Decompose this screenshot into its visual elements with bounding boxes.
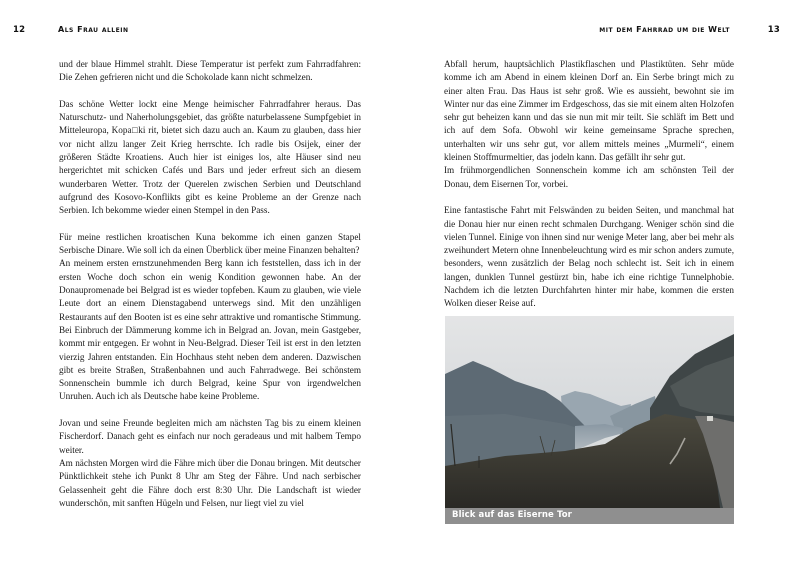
paragraph: Das schöne Wetter lockt eine Menge heimischer Fahrradfahrer heraus. Das Naturschutz- und Naherholungsgebiet, das größte naturbelassene Sumpfgebiet in Mitteleuropa, Kopa□ki rit, bietet sich dazu auch an. Kaum zu glauben, dass hier vor nicht allzu langer Zeit Krieg herrschte. Ich radle bis Osijek, einer der größeren Städte Kroatiens. Auch hier ist einiges los, alte Häuser sind neu hergerichtet mit schicken Cafés und Bars und jeder erfreut sich an diesem wunderbaren Wetter. Trotz der Querelen zwischen Serbien und Deutschland aufgrund des Kosovo-Konflikts gibt es keine Probleme an der Grenze nach Serbien. Ich bekomme wieder einen Stempel in den Pass. <box>59 98 361 216</box>
running-head: mit dem Fahrrad um die Welt <box>599 25 730 34</box>
paragraph: Für meine restlichen kroatischen Kuna bekomme ich einen ganzen Stapel Serbische Dinare. Wie soll ich da einen Überblick über meine Finanzen behalten? <box>59 231 361 256</box>
paragraph: Eine fantastische Fahrt mit Felswänden zu beiden Seiten, und manchmal hat die Donau hier nur einen recht schmalen Durchgang. Weniger schön sind die vielen Tunnel. Einige von ihnen sind nur wenige Meter lang, aber bei mehr als zweihundert Metern ohne Innenbeleuchtung wird es mir schon anders zumute, besonders, wenn zusätzlich der Belag noch schlecht ist. Seit ich in einem langen, dunklen Tunnel gestürzt bin, habe ich eine richtige Tunnelphobie. Nachdem ich die letzten Durchfahrten hinter mir habe, kommen die ersten Wolken dieser Reise auf. <box>444 205 734 309</box>
body-text <box>59 58 361 510</box>
paragraph: Jovan und seine Freunde begleiten mich am nächsten Tag bis zu einem kleinen Fischerdorf. Danach geht es einfach nur noch geradeaus und mit halbem Tempo weiter. <box>59 418 361 455</box>
page-number: 13 <box>767 25 780 35</box>
running-head: Als Frau allein <box>58 25 129 34</box>
landscape-photo <box>445 316 734 508</box>
figure <box>445 316 734 524</box>
right-page <box>397 0 794 567</box>
paragraph: An meinem ersten ernstzunehmenden Berg kann ich feststellen, dass ich in der ersten Woche doch schon ein wenig Kondition gewonnen habe. An der Donaupromenade bei Belgrad ist es wieder topfeben. Kaum zu glauben, wie viele Leute dort an einem Dienstagabend unterwegs sind. Mit den unzähligen Restaurants auf den Booten ist es eine sehr attraktive und romantische Stimmung. Bei Einbruch der Dämmerung komme ich in Belgrad an. Jovan, mein Gastgeber, kommt mir entgegen. Er wohnt in Neu-Belgrad. Dieser Teil ist erst in den letzten vierzig Jahren entstanden. Ein Hochhaus steht neben dem anderen. Dazwischen gibt es breite Straßen, Straßenbahnen und auch Fahrradwege. Bei schönstem Sonnenschein bummle ich durch Belgrad, keine Spur von irgendwelchen Unruhen. Auch ich als Deutsche habe keine Probleme. <box>59 258 361 402</box>
paragraph: Am nächsten Morgen wird die Fähre mich über die Donau bringen. Mit deutscher Pünktlichkeit stehe ich Punkt 8 Uhr am Steg der Fähre. Und nach serbischer Gelassenheit geht die Fähre doch erst 8:30 Uhr. Die Landschaft ist wieder wunderschön, mit sanften Hügeln und Felsen, nur liegt viel zu viel <box>59 457 361 508</box>
paragraph: Im frühmorgendlichen Sonnenschein komme ich am schönsten Teil der Donau, dem Eisernen Tor, vorbei. <box>444 165 734 189</box>
paragraph: und der blaue Himmel strahlt. Diese Temperatur ist perfekt zum Fahrradfahren: Die Zehen gefrieren nicht und die Schokolade kann nicht schmelzen. <box>59 59 361 83</box>
body-text <box>444 58 734 311</box>
caption-bar <box>445 508 734 524</box>
figure-caption: Blick auf das Eiserne Tor <box>452 510 572 520</box>
paragraph: Abfall herum, hauptsächlich Plastikflaschen und Plastiktüten. Sehr müde komme ich am Abend in einem kleinen Dorf an. Ein Serbe bringt mich zu einer alten Frau. Das Haus ist sehr groß. Wie es aussieht, bewohnt sie im Winter nur das eine Zimmer im Erdgeschoss, das sie mit einem alten Holzofen sehr gut beheizen kann und das sie nun mit mir teilt. Sie schläft im Bett und ich auf dem Sofa. Obwohl wir keine gemeinsame Sprache sprechen, unterhalten wir uns sehr gut, vor allem mittels meines „Murmeli“, einem kleinen Stoffmurmeltier, das jodeln kann. Das gefällt ihr sehr gut. <box>444 59 734 163</box>
page-number: 12 <box>13 25 26 35</box>
